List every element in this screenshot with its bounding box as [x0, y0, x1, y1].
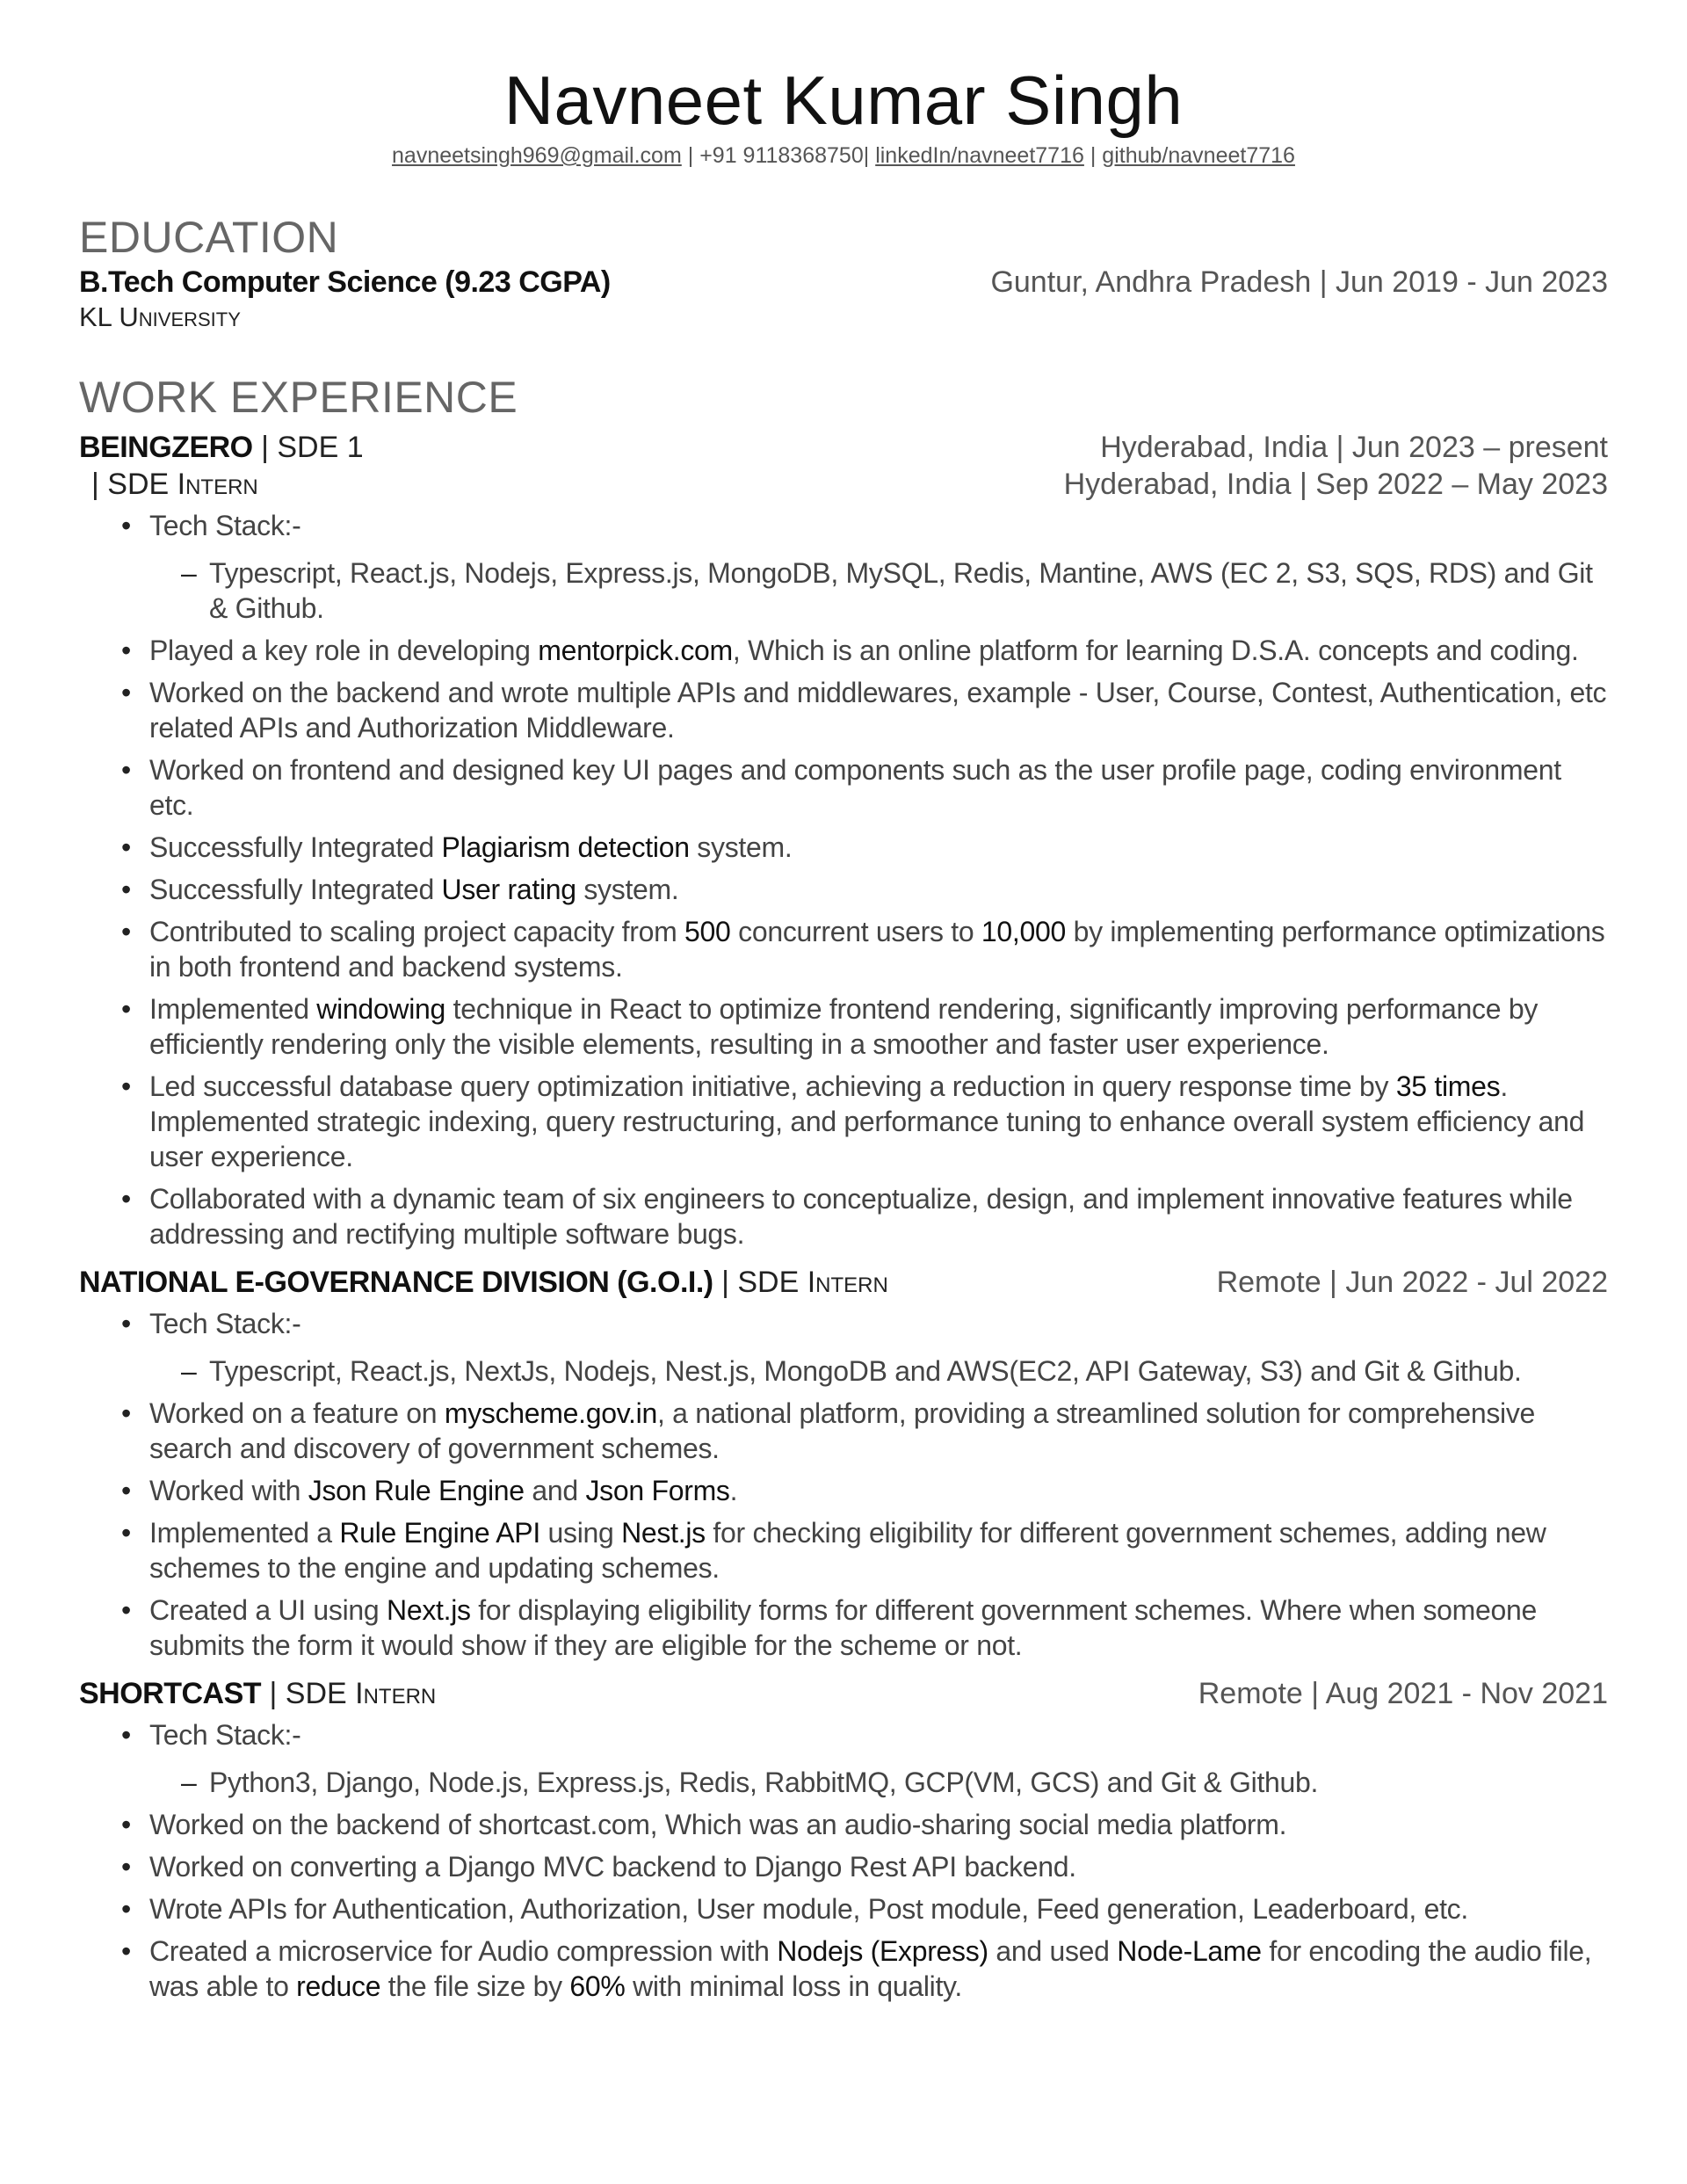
work-experience-heading: WORK EXPERIENCE: [79, 373, 518, 422]
job-role: | SDE 1: [261, 431, 364, 464]
separator: |: [687, 143, 694, 168]
highlight: Next.js: [387, 1594, 471, 1626]
school-name: KL University: [79, 301, 241, 332]
list-item: • Worked on frontend and designed key UI pages and components such as the user profile page, coding environment etc.: [121, 752, 1608, 823]
list-item: [121, 508, 1608, 626]
list-item: • Created a UI using Next.js for displaying eligibility forms for different government schemes. Where when someone submits the form it would show if they are eligible for the scheme or not.: [121, 1593, 1608, 1663]
highlight: Node-Lame: [1117, 1935, 1262, 1967]
education-location-dates: Guntur, Andhra Pradesh | Jun 2019 - Jun 2023: [990, 265, 1608, 299]
company-name: SHORTCAST: [79, 1677, 262, 1710]
list-item: • Worked on the backend and wrote multiple APIs and middlewares, example - User, Course, Contest, Authentication, etc related APIs and Authorization Middleware.: [121, 675, 1608, 745]
email-link[interactable]: navneetsingh969@gmail.com: [392, 143, 682, 168]
contact-line: [79, 141, 1608, 171]
job-role: | SDE Intern: [269, 1677, 437, 1710]
job-location-dates: Remote | Jun 2022 - Jul 2022: [1216, 1266, 1608, 1299]
separator: |: [863, 143, 870, 168]
github-link[interactable]: github/navneet7716: [1102, 143, 1295, 168]
tech-stack: – Typescript, React.js, NextJs, Nodejs, Nest.js, MongoDB and AWS(EC2, API Gateway, S3) and Git & Github.: [181, 1353, 1608, 1389]
job-location-dates: Hyderabad, India | Jun 2023 – present: [1100, 431, 1608, 464]
highlight: Rule Engine API: [339, 1517, 540, 1549]
list-item: • Implemented a Rule Engine API using Nest.js for checking eligibility for different government schemes, adding new schemes to the engine and updating schemes.: [121, 1515, 1608, 1585]
candidate-name: Navneet Kumar Singh: [503, 62, 1184, 139]
list-item: • Played a key role in developing mentorpick.com, Which is an online platform for learning D.S.A. concepts and coding.: [121, 633, 1608, 668]
highlight: 500: [684, 916, 731, 947]
highlight: 60%: [569, 1970, 626, 2002]
education-row: [79, 264, 1608, 301]
list-item: [121, 1306, 1608, 1389]
tech-stack-label: Tech Stack:-: [149, 1719, 301, 1751]
list-item: • Collaborated with a dynamic team of six engineers to conceptualize, design, and implement innovative features while addressing and rectifying multiple software bugs.: [121, 1181, 1608, 1252]
list-item: • Successfully Integrated User rating system.: [121, 872, 1608, 907]
degree: B.Tech Computer Science (9.23 CGPA): [79, 265, 611, 299]
list-item: • Worked on converting a Django MVC backend to Django Rest API backend.: [121, 1849, 1608, 1884]
highlight: windowing: [316, 993, 446, 1025]
highlight: Json Rule Engine: [308, 1475, 525, 1506]
company-name: NATIONAL E-GOVERNANCE DIVISION (G.O.I.): [79, 1266, 713, 1299]
list-item: • Led successful database query optimization initiative, achieving a reduction in query response time by 35 times. Implemented strategic indexing, query restructuring, and performance tuning to enhance overall system efficiency and user experience.: [121, 1069, 1608, 1174]
tech-stack-list: [149, 1353, 1608, 1389]
job-row: [79, 1675, 1608, 1712]
highlight: Plagiarism detection: [441, 831, 690, 863]
highlight: Json Forms: [585, 1475, 730, 1506]
job-bullets: [79, 508, 1608, 1252]
list-item: • Contributed to scaling project capacity from 500 concurrent users to 10,000 by implementing performance optimizations in both frontend and backend systems.: [121, 914, 1608, 984]
job-bullets: [79, 1306, 1608, 1663]
tech-stack-label: Tech Stack:-: [149, 510, 301, 541]
tech-stack: – Typescript, React.js, Nodejs, Express.js, MongoDB, MySQL, Redis, Mantine, AWS (EC 2, S3, SQS, RDS) and Git & Github.: [181, 555, 1608, 626]
job-row: [79, 466, 1608, 503]
job-row: [79, 1264, 1608, 1301]
highlight: Nest.js: [621, 1517, 706, 1549]
highlight: 10,000: [981, 916, 1066, 947]
job-location-dates: Hyderabad, India | Sep 2022 – May 2023: [1063, 468, 1608, 501]
phone-number: +91 9118368750: [699, 143, 864, 168]
job-role: | SDE Intern: [721, 1266, 888, 1299]
list-item: • Worked on the backend of shortcast.com, Which was an audio-sharing social media platform.: [121, 1807, 1608, 1842]
job-shortcast: [79, 1675, 1608, 2004]
highlight: User rating: [441, 874, 576, 905]
job-location-dates: Remote | Aug 2021 - Nov 2021: [1198, 1677, 1608, 1710]
highlight: mentorpick.com: [538, 635, 733, 666]
tech-stack: – Python3, Django, Node.js, Express.js, Redis, RabbitMQ, GCP(VM, GCS) and Git & Github.: [181, 1765, 1608, 1800]
job-row: [79, 429, 1608, 466]
list-item: • Created a microservice for Audio compression with Nodejs (Express) and used Node-Lame for encoding the audio file, was able to reduce the file size by 60% with minimal loss in quality.: [121, 1934, 1608, 2004]
job-negd: [79, 1264, 1608, 1663]
highlight: myscheme.gov.in: [444, 1397, 657, 1429]
linkedin-link[interactable]: linkedIn/navneet7716: [875, 143, 1084, 168]
company-name: BEINGZERO: [79, 431, 253, 464]
education-heading: EDUCATION: [79, 213, 339, 262]
job-bullets: [79, 1717, 1608, 2004]
list-item: • Successfully Integrated Plagiarism detection system.: [121, 830, 1608, 865]
list-item: • Worked on a feature on myscheme.gov.in, a national platform, providing a streamlined solution for comprehensive search and discovery of government schemes.: [121, 1396, 1608, 1466]
highlight: 35 times: [1395, 1070, 1501, 1102]
job-role: | SDE Intern: [91, 468, 258, 501]
highlight: Nodejs (Express): [777, 1935, 988, 1967]
tech-stack-label: Tech Stack:-: [149, 1308, 301, 1339]
highlight: reduce: [296, 1970, 381, 2002]
list-item: • Wrote APIs for Authentication, Authorization, User module, Post module, Feed generation, Leaderboard, etc.: [121, 1891, 1608, 1926]
job-beingzero: [79, 429, 1608, 1252]
list-item: [121, 1717, 1608, 1800]
list-item: • Implemented windowing technique in React to optimize frontend rendering, significantly improving performance by efficiently rendering only the visible elements, resulting in a smoother and faster user experience.: [121, 991, 1608, 1062]
list-item: • Worked with Json Rule Engine and Json Forms.: [121, 1473, 1608, 1508]
tech-stack-list: [149, 1765, 1608, 1800]
tech-stack-list: [149, 555, 1608, 626]
separator: |: [1090, 143, 1097, 168]
